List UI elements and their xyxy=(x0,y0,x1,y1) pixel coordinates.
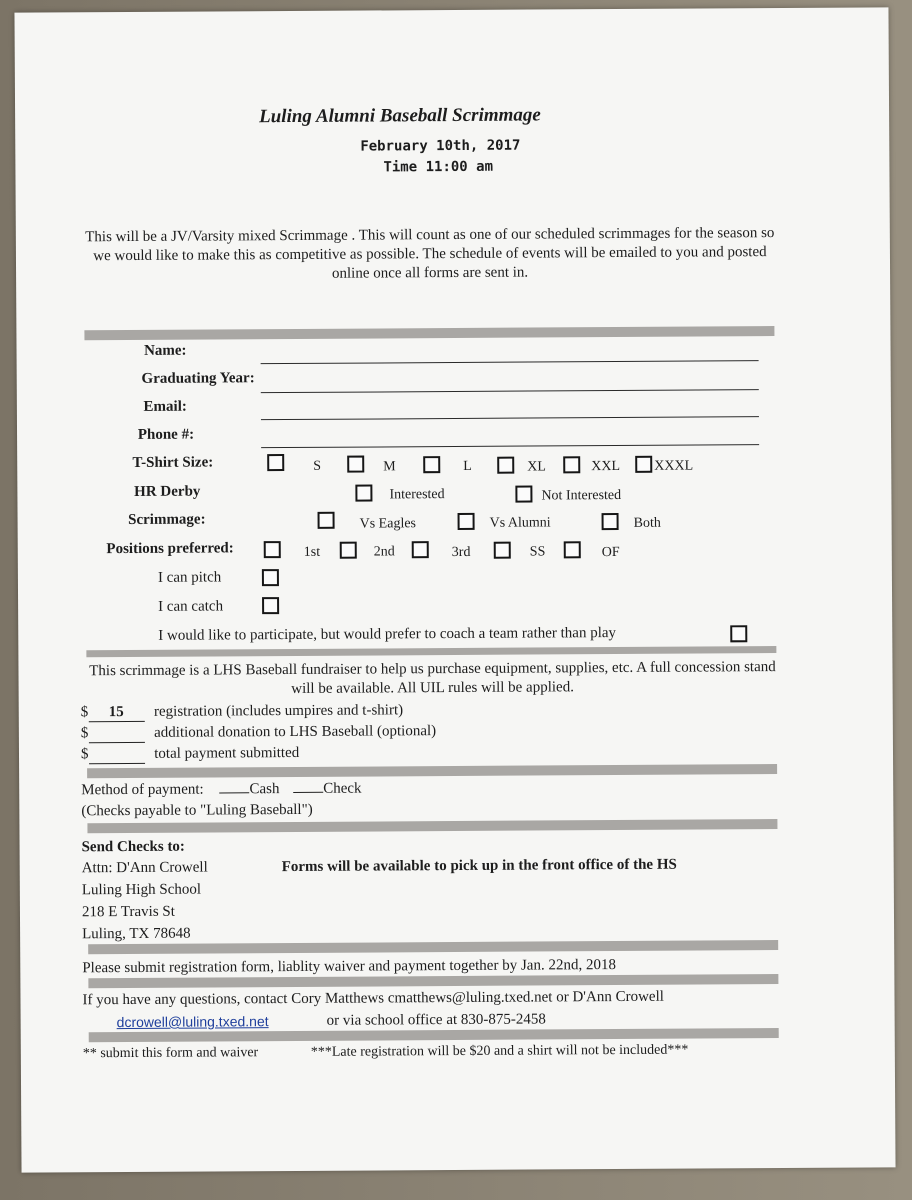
pos-3rd-label: 3rd xyxy=(451,544,471,561)
tshirt-xl-checkbox[interactable] xyxy=(497,457,514,474)
section-divider xyxy=(88,940,778,954)
check-blank[interactable] xyxy=(293,792,323,793)
tshirt-xxxl-label: XXXL xyxy=(654,458,694,474)
donation-text: additional donation to LHS Baseball (optional) xyxy=(154,723,437,741)
registration-row xyxy=(81,702,403,722)
vs-eagles-label: Vs Eagles xyxy=(359,516,417,532)
vs-alumni-checkbox[interactable] xyxy=(458,513,475,530)
late-registration-note: ***Late registration will be $20 and a shirt will not be included*** xyxy=(310,1042,689,1060)
phone-field[interactable] xyxy=(261,444,759,448)
check-label: Check xyxy=(323,780,362,797)
city-line: Luling, TX 78648 xyxy=(82,925,191,943)
hr-not-interested-checkbox[interactable] xyxy=(515,486,532,503)
email-field[interactable] xyxy=(261,416,759,420)
contact-line: If you have any questions, contact Cory Matthews cmatthews@luling.txed.net or D'Ann Crowell xyxy=(82,988,664,1009)
section-divider xyxy=(87,819,777,833)
section-divider xyxy=(84,326,774,340)
attn-line: Attn: D'Ann Crowell xyxy=(81,859,208,877)
hr-interested-checkbox[interactable] xyxy=(355,485,372,502)
tshirt-label: T-Shirt Size: xyxy=(132,454,214,471)
grad-year-label: Graduating Year: xyxy=(141,370,255,387)
registration-text: registration (includes umpires and t-shirt) xyxy=(153,702,404,720)
pos-1st-label: 1st xyxy=(303,544,321,560)
section-divider xyxy=(87,764,777,778)
email-label: Email: xyxy=(143,398,187,415)
scrimmage-label: Scrimmage: xyxy=(128,511,206,528)
grad-year-field[interactable] xyxy=(261,389,759,393)
checks-payable-note: (Checks payable to "Luling Baseball") xyxy=(81,801,313,820)
vs-alumni-label: Vs Alumni xyxy=(489,515,551,531)
phone-label: Phone #: xyxy=(137,426,195,443)
tshirt-m-checkbox[interactable] xyxy=(347,456,364,473)
hr-derby-label: HR Derby xyxy=(134,483,201,500)
both-label: Both xyxy=(633,515,661,531)
registration-amount[interactable]: 15 xyxy=(88,704,144,722)
tshirt-m-label: M xyxy=(383,459,396,475)
fundraiser-paragraph: This scrimmage is a LHS Baseball fundraiser to help us purchase equipment, supplies, etc. A full concession stand will be available. All UIL rules will be applied. xyxy=(89,659,776,698)
catch-label: I can catch xyxy=(158,598,224,615)
intro-paragraph: This will be a JV/Varsity mixed Scrimmage . This will count as one of our scheduled scrimmages for the season so we would like to make this as competitive as possible. The schedule of events will be emailed to you and posted online once all forms are sent in. xyxy=(85,225,775,282)
section-divider xyxy=(89,1028,779,1042)
school-office-line: or via school office at 830-875-2458 xyxy=(326,1011,546,1029)
footer-submit-note: ** submit this form and waiver xyxy=(82,1045,259,1062)
pos-2nd-label: 2nd xyxy=(373,544,395,560)
send-checks-heading: Send Checks to: xyxy=(81,838,185,856)
cash-blank[interactable] xyxy=(219,792,249,793)
vs-eagles-checkbox[interactable] xyxy=(318,512,335,529)
coach-label: I would like to participate, but would prefer to coach a team rather than play xyxy=(158,625,617,644)
positions-label: Positions preferred: xyxy=(106,540,234,558)
pos-of-checkbox[interactable] xyxy=(564,541,581,558)
tshirt-xxl-checkbox[interactable] xyxy=(563,456,580,473)
total-text: total payment submitted xyxy=(154,744,300,762)
tshirt-xxl-label: XXL xyxy=(591,458,621,475)
donation-row xyxy=(81,723,436,743)
pos-ss-checkbox[interactable] xyxy=(494,542,511,559)
deadline-note: Please submit registration form, liablity waiver and payment together by Jan. 22nd, 2018 xyxy=(82,957,616,977)
currency-symbol: $ xyxy=(80,746,89,763)
name-label: Name: xyxy=(144,342,187,359)
payment-method-row xyxy=(81,781,361,800)
both-checkbox[interactable] xyxy=(602,513,619,530)
tshirt-s-label: S xyxy=(313,458,322,474)
hr-not-interested-label: Not Interested xyxy=(541,487,622,504)
pitch-label: I can pitch xyxy=(157,569,222,586)
pos-2nd-checkbox[interactable] xyxy=(340,542,357,559)
pos-of-label: OF xyxy=(601,544,620,561)
event-time: Time 11:00 am xyxy=(383,158,494,176)
tshirt-xl-label: XL xyxy=(527,459,546,475)
event-date: February 10th, 2017 xyxy=(360,137,521,155)
payment-method-label: Method of payment: xyxy=(81,781,204,799)
tshirt-s-checkbox[interactable] xyxy=(267,454,284,471)
donation-amount-field[interactable] xyxy=(88,725,144,743)
pos-1st-checkbox[interactable] xyxy=(264,541,281,558)
form-title: Luling Alumni Baseball Scrimmage xyxy=(259,104,541,128)
form-paper xyxy=(14,7,895,1172)
name-field[interactable] xyxy=(261,360,759,364)
street-line: 218 E Travis St xyxy=(81,903,175,921)
forms-pickup-note: Forms will be available to pick up in the front office of the HS xyxy=(281,856,677,876)
tshirt-xxxl-checkbox[interactable] xyxy=(635,456,652,473)
total-amount-field[interactable] xyxy=(88,746,144,764)
tshirt-l-checkbox[interactable] xyxy=(423,456,440,473)
currency-symbol: $ xyxy=(80,725,89,742)
pos-ss-label: SS xyxy=(529,544,546,560)
pitch-checkbox[interactable] xyxy=(262,569,279,586)
coach-checkbox[interactable] xyxy=(730,625,747,642)
school-line: Luling High School xyxy=(81,881,202,899)
pos-3rd-checkbox[interactable] xyxy=(412,541,429,558)
section-divider xyxy=(86,646,776,657)
currency-symbol: $ xyxy=(80,704,89,721)
tshirt-l-label: L xyxy=(463,458,472,474)
cash-label: Cash xyxy=(249,781,280,798)
catch-checkbox[interactable] xyxy=(262,597,279,614)
total-row xyxy=(81,745,299,764)
crowell-email-link[interactable]: dcrowell@luling.txed.net xyxy=(116,1013,269,1031)
hr-interested-label: Interested xyxy=(389,487,445,503)
